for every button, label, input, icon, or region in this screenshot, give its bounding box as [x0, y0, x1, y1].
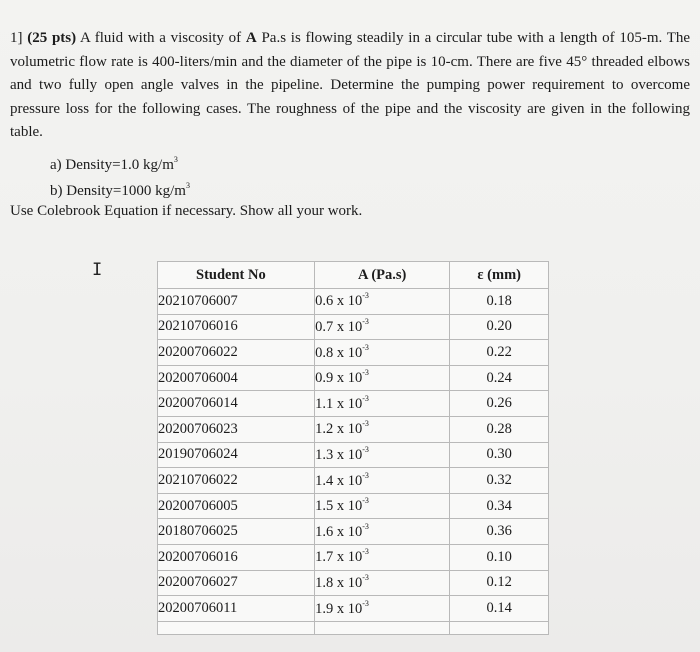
header-student-no: Student No: [158, 262, 315, 289]
table-row: [158, 340, 549, 366]
viscosity-exponent: -3: [362, 419, 369, 429]
viscosity-cell: [315, 570, 450, 596]
viscosity-base: 1.6 x 10: [315, 523, 363, 540]
student-no-cell: 20200706016: [158, 544, 315, 570]
viscosity-cell: [315, 314, 450, 340]
student-no-cell: 20200706027: [158, 570, 315, 596]
roughness-cell: 0.14: [450, 596, 549, 622]
viscosity-base: 1.3 x 10: [315, 446, 363, 463]
viscosity-cell: [315, 468, 450, 494]
roughness-cell: 0.36: [450, 519, 549, 545]
viscosity-exponent: -3: [362, 496, 369, 506]
table-row: [158, 314, 549, 340]
viscosity-base: 0.9 x 10: [315, 369, 363, 386]
student-no-cell: 20210706022: [158, 468, 315, 494]
roughness-cell: 0.22: [450, 340, 549, 366]
roughness-cell: 0.12: [450, 570, 549, 596]
viscosity-exponent: -3: [362, 547, 369, 557]
points-label: (25 pts): [27, 30, 77, 46]
problem-statement: [10, 27, 690, 223]
roughness-cell: 0.26: [450, 391, 549, 417]
roughness-cell: 0.32: [450, 468, 549, 494]
viscosity-cell: [315, 416, 450, 442]
case-b-exponent: 3: [185, 180, 190, 190]
viscosity-symbol: A: [245, 30, 257, 46]
viscosity-base: 1.8 x 10: [315, 574, 363, 591]
case-a: [50, 148, 690, 174]
viscosity-base: 0.6 x 10: [315, 293, 363, 310]
viscosity-cell: [315, 289, 450, 315]
problem-text-rest: Pa.s is flowing steadily in a circular tube with a length of 105-m. The volumetric flow rate is 400-liters/min and the diameter of the pipe is 10-cm. There are five 45° threaded elbows and two fully open angle valves in the pipeline. Determine the pumping power requirement to overcome pressure loss for the following cases. The roughness of the pipe and the viscosity are given in the following table.: [10, 30, 691, 140]
viscosity-base: 1.9 x 10: [315, 600, 363, 617]
question-number: 1]: [10, 30, 23, 46]
student-no-cell: 20200706023: [158, 416, 315, 442]
roughness-cell: 0.18: [450, 289, 549, 315]
table-row: [158, 365, 549, 391]
viscosity-exponent: -3: [362, 393, 369, 403]
blank-cell: [450, 621, 549, 634]
text-cursor-icon: I: [92, 260, 103, 280]
student-no-cell: 20210706007: [158, 289, 315, 315]
table-blank-row: [158, 621, 549, 634]
instruction-text: Use Colebrook Equation if necessary. Show all your work.: [10, 202, 363, 219]
viscosity-cell: [315, 365, 450, 391]
roughness-cell: 0.28: [450, 416, 549, 442]
case-a-label: a) Density=1.0 kg/m: [50, 156, 174, 173]
problem-paragraph: [10, 27, 690, 145]
viscosity-exponent: -3: [362, 342, 369, 352]
table-row: [158, 596, 549, 622]
table-row: [158, 570, 549, 596]
header-roughness: ε (mm): [450, 262, 549, 289]
student-no-cell: 20190706024: [158, 442, 315, 468]
table-row: [158, 391, 549, 417]
problem-text-start: A fluid with a viscosity of: [80, 30, 242, 46]
viscosity-cell: [315, 544, 450, 570]
table-row: [158, 289, 549, 315]
viscosity-cell: [315, 391, 450, 417]
viscosity-base: 1.1 x 10: [315, 395, 363, 412]
student-no-cell: 20200706004: [158, 365, 315, 391]
viscosity-exponent: -3: [362, 291, 369, 301]
roughness-cell: 0.10: [450, 544, 549, 570]
student-no-cell: 20200706014: [158, 391, 315, 417]
blank-cell: [315, 621, 450, 634]
student-data-table: [157, 261, 549, 635]
viscosity-exponent: -3: [362, 316, 369, 326]
viscosity-exponent: -3: [362, 444, 369, 454]
viscosity-base: 1.5 x 10: [315, 497, 363, 514]
student-no-cell: 20200706005: [158, 493, 315, 519]
viscosity-base: 1.4 x 10: [315, 472, 363, 489]
table-row: [158, 544, 549, 570]
roughness-cell: 0.20: [450, 314, 549, 340]
table-row: [158, 519, 549, 545]
table-row: [158, 442, 549, 468]
student-no-cell: 20200706011: [158, 596, 315, 622]
viscosity-exponent: -3: [362, 572, 369, 582]
student-no-cell: 20210706016: [158, 314, 315, 340]
viscosity-base: 0.8 x 10: [315, 344, 363, 361]
case-b: [50, 174, 690, 200]
viscosity-cell: [315, 596, 450, 622]
roughness-cell: 0.34: [450, 493, 549, 519]
roughness-cell: 0.24: [450, 365, 549, 391]
header-viscosity: A (Pa.s): [315, 262, 450, 289]
case-b-label: b) Density=1000 kg/m: [50, 182, 186, 199]
roughness-cell: 0.30: [450, 442, 549, 468]
viscosity-cell: [315, 493, 450, 519]
viscosity-base: 1.7 x 10: [315, 549, 363, 566]
viscosity-exponent: -3: [362, 521, 369, 531]
table-row: [158, 493, 549, 519]
viscosity-base: 0.7 x 10: [315, 318, 363, 335]
viscosity-cell: [315, 442, 450, 468]
table-row: [158, 416, 549, 442]
table-header-row: [158, 262, 549, 289]
student-no-cell: 20180706025: [158, 519, 315, 545]
blank-cell: [158, 621, 315, 634]
table-row: [158, 468, 549, 494]
student-no-cell: 20200706022: [158, 340, 315, 366]
viscosity-cell: [315, 519, 450, 545]
viscosity-exponent: -3: [362, 470, 369, 480]
viscosity-exponent: -3: [362, 368, 369, 378]
viscosity-exponent: -3: [362, 598, 369, 608]
viscosity-base: 1.2 x 10: [315, 421, 363, 438]
case-a-exponent: 3: [173, 154, 178, 164]
viscosity-cell: [315, 340, 450, 366]
cases-list: [50, 148, 690, 200]
